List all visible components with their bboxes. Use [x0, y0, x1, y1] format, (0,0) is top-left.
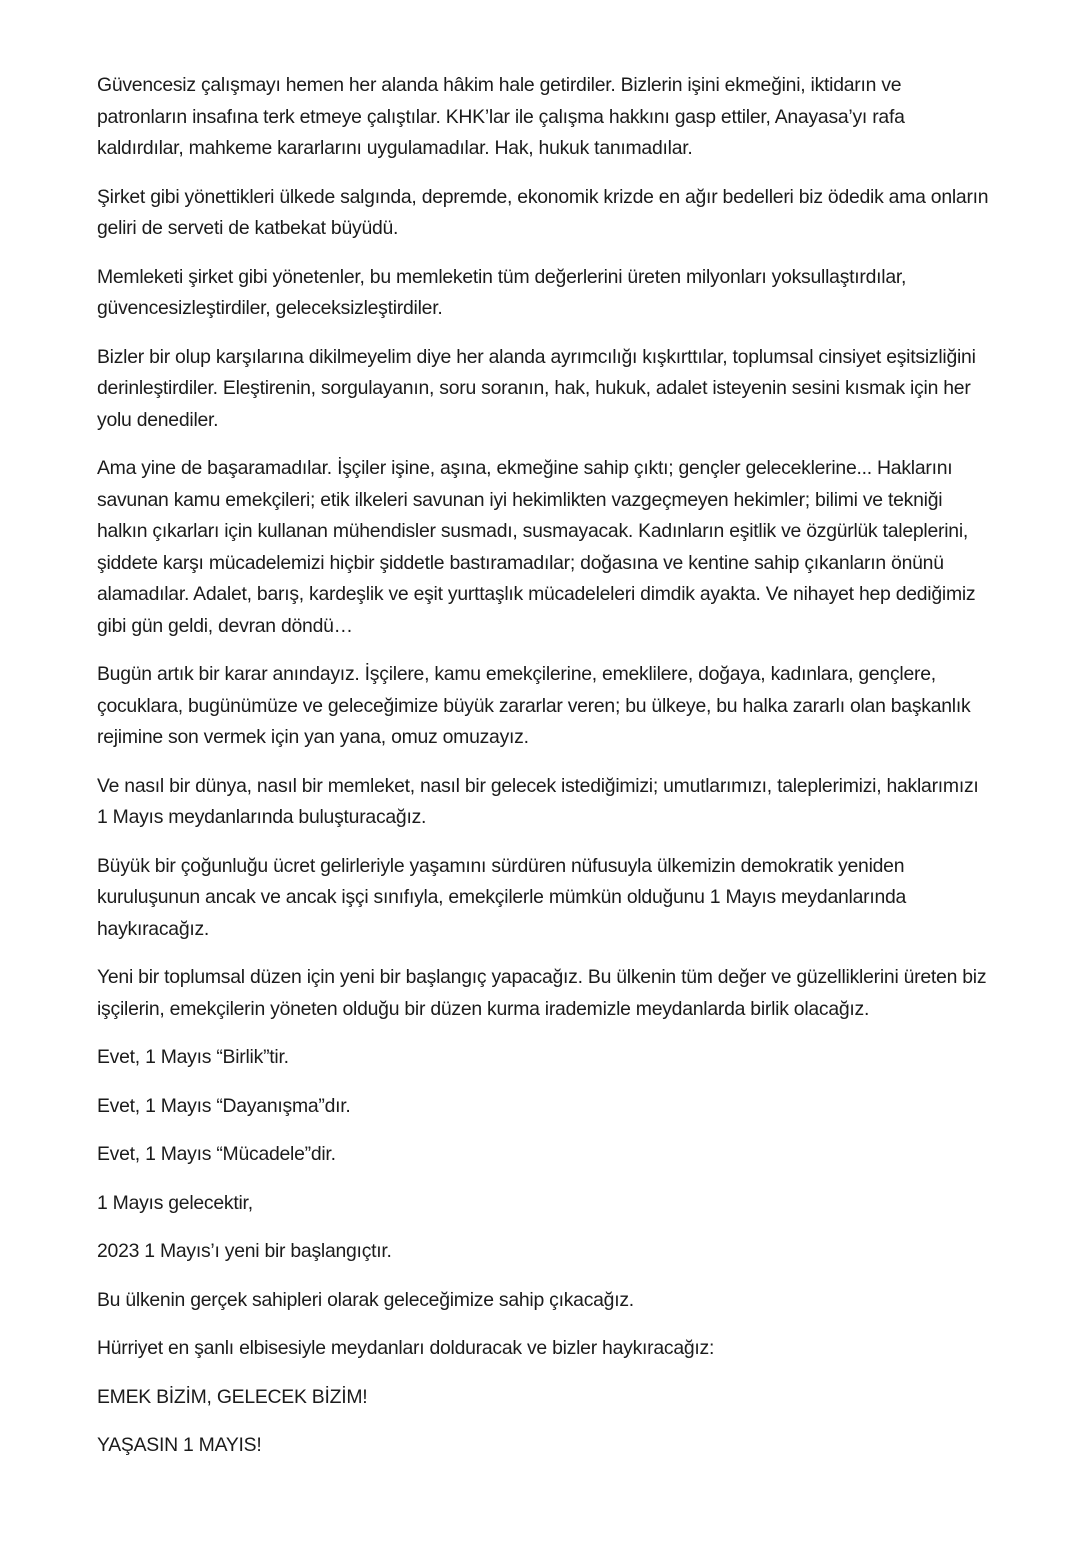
- paragraph-hurriyet-en-sanli: Hürriyet en şanlı elbisesiyle meydanları dolduracak ve bizler haykıracağız:: [97, 1337, 715, 1359]
- paragraph-sirket-gibi-yonettikleri: Şirket gibi yönettikleri ülkede salgında, depremde, ekonomik krizde en ağır bedelleri biz ödedik ama onların geliri de serveti de katbekat büyüdü.: [97, 185, 989, 239]
- slogan-emek-bizim: EMEK BİZİM, GELECEK BİZİM!: [97, 1385, 368, 1408]
- paragraph-bugun-artik-karar-anindayiz: Bugün artık bir karar anındayız. İşçilere, kamu emekçilerine, emeklilere, doğaya, kadınlara, gençlere, çocuklara, bugünümüze ve geleceğimize büyük zararlar veren; bu ülkeye, bu halka zararlı olan başkanlık rejimine son vermek için yan yana, omuz omuzayız.: [97, 663, 971, 748]
- paragraph-guvencesiz-calisma: Güvencesiz çalışmayı hemen her alanda hâkim hale getirdiler. Bizlerin işini ekmeğini, iktidarın ve patronların insafına terk etmeye çalıştılar. KHK’lar ile çalışma hakkını gasp ettiler, Anayasa’yı rafa kaldırdılar, mahkeme kararlarını uygulamadılar. Hak, hukuk tanımadılar.: [97, 74, 905, 159]
- paragraph-ama-yine-de-basaramadilar: Ama yine de başaramadılar. İşçiler işine, aşına, ekmeğine sahip çıktı; gençler geleceklerine... Haklarını savunan kamu emekçileri; etik ilkeleri savunan iyi hekimlikten vazgeçmeyen hekimler; bilimi ve tekniği halkın çıkarları için kullanan mühendisler susmadı, susmayacak. Kadınların eşitlik ve özgürlük taleplerini, şiddete karşı mücadelemizi hiçbir şiddetle bastıramadılar; doğasına ve kentine sahip çıkanların önünü alamadılar. Adalet, barış, kardeşlik ve eşit yurttaşlık mücadeleleri dimdik ayakta. Ve nihayet hep dediğimiz gibi gün geldi, devran döndü…: [97, 457, 976, 637]
- paragraph-bizler-bir-olup: Bizler bir olup karşılarına dikilmeyelim diye her alanda ayrımcılığı kışkırttılar, toplumsal cinsiyet eşitsizliğini derinleştirdiler. Eleştirenin, sorgulayanın, soru soranın, hak, hukuk, adalet isteyenin sesini kısmak için her yolu denediler.: [97, 345, 976, 431]
- document-body-text: [97, 70, 992, 1479]
- paragraph-ve-nasil-bir-dunya: Ve nasıl bir dünya, nasıl bir memleket, nasıl bir gelecek istediğimizi; umutlarımızı, taleplerimizi, haklarımızı 1 Mayıs meydanlarında buluşturacağız.: [97, 774, 979, 828]
- paragraph-yeni-bir-toplumsal-duzen: Yeni bir toplumsal düzen için yeni bir başlangıç yapacağız. Bu ülkenin tüm değer ve güzelliklerini üreten biz işçilerin, emekçilerin yöneten olduğu bir düzen kurma irademizle meydanlarda birlik olacağız.: [97, 966, 987, 1020]
- paragraph-1-mayis-gelecektir: 1 Mayıs gelecektir,: [97, 1191, 253, 1214]
- paragraph-bu-ulkenin-gercek-sahipleri: Bu ülkenin gerçek sahipleri olarak geleceğimize sahip çıkacağız.: [97, 1288, 634, 1311]
- paragraph-evet-mucadele: Evet, 1 Mayıs “Mücadele”dir.: [97, 1143, 336, 1165]
- paragraph-2023-1-mayis: 2023 1 Mayıs’ı yeni bir başlangıçtır.: [97, 1240, 392, 1262]
- paragraph-buyuk-bir-cogunlugu: Büyük bir çoğunluğu ücret gelirleriyle yaşamını sürdüren nüfusuyla ülkemizin demokratik yeniden kuruluşunun ancak ve ancak işçi sınıfıyla, emekçilerle mümkün olduğunu 1 Mayıs meydanlarında haykıracağız.: [97, 854, 907, 940]
- paragraph-memleketi-sirket-gibi: Memleketi şirket gibi yönetenler, bu memleketin tüm değerlerini üreten milyonları yoksullaştırdılar, güvencesizleştirdiler, geleceksizleştirdiler.: [97, 265, 907, 319]
- paragraph-evet-birlik: Evet, 1 Mayıs “Birlik”tir.: [97, 1046, 289, 1068]
- slogan-yasasin-1-mayis: YAŞASIN 1 MAYIS!: [97, 1434, 262, 1456]
- paragraph-evet-dayanisma: Evet, 1 Mayıs “Dayanışma”dır.: [97, 1094, 351, 1117]
